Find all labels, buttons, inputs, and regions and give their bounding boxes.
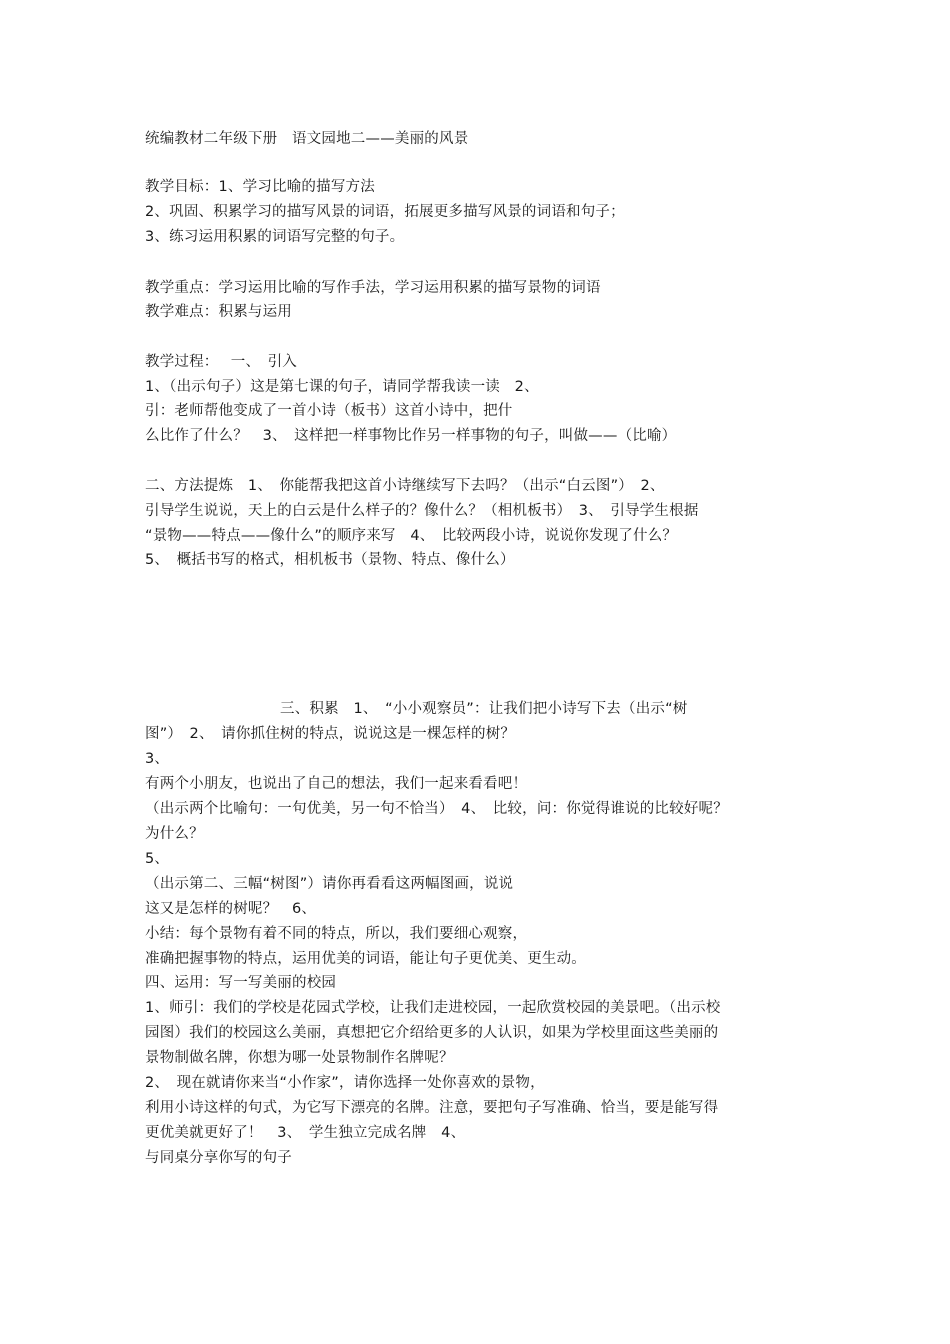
paragraph-line: 3、 <box>145 751 170 767</box>
paragraph-line: 5、 <box>145 851 170 867</box>
paragraph-line: 有两个小朋友，也说出了自己的想法，我们一起来看看吧！ <box>145 776 528 792</box>
paragraph-line: （出示两个比喻句：一句优美，另一句不恰当） 4、 比较，问：你觉得谁说的比较好呢？ <box>145 801 728 817</box>
paragraph-line: 与同桌分享你写的句子 <box>145 1150 292 1166</box>
paragraph-line: 图”） 2、 请你抓住树的特点，说说这是一棵怎样的树？ <box>145 726 516 742</box>
paragraph-line: 1、（出示句子）这是第七课的句子，请同学帮我读一读 2、 <box>145 379 539 395</box>
key-point-line: 教学重点：学习运用比喻的写作手法，学习运用积累的描写景物的词语 <box>145 280 601 296</box>
objective-line: 2、巩固、积累学习的描写风景的词语，拓展更多描写风景的词语和句子； <box>145 204 625 220</box>
paragraph-line: 1、师引：我们的学校是花园式学校，让我们走进校园，一起欣赏校园的美景吧。（出示校 <box>145 1000 721 1016</box>
section-heading-method: 二、方法提炼 1、 你能帮我把这首小诗继续写下去吗？（出示“白云图”） 2、 <box>145 478 665 494</box>
section-heading-apply: 四、运用：写一写美丽的校园 <box>145 975 337 991</box>
paragraph-line: 么比作了什么？ 3、 这样把一样事物比作另一样事物的句子，叫做——（比喻） <box>145 428 677 444</box>
paragraph-line: 为什么？ <box>145 826 204 842</box>
difficulty-line: 教学难点：积累与运用 <box>145 304 292 320</box>
paragraph-line: 小结：每个景物有着不同的特点，所以，我们要细心观察， <box>145 926 528 942</box>
paragraph-line: 更优美就更好了！ 3、 学生独立完成名牌 4、 <box>145 1125 466 1141</box>
paragraph-line: 准确把握事物的特点，运用优美的词语，能让句子更优美、更生动。 <box>145 951 586 967</box>
paragraph-line: 5、 概括书写的格式，相机板书（景物、特点、像什么） <box>145 552 515 568</box>
paragraph-line: 2、 现在就请你来当“小作家”，请你选择一处你喜欢的景物， <box>145 1075 545 1091</box>
paragraph-line: （出示第二、三幅“树图”）请你再看看这两幅图画，说说 <box>145 876 514 892</box>
paragraph-line: 这又是怎样的树呢？ 6、 <box>145 901 317 917</box>
section-heading-accumulate: 三、积累 1、 “小小观察员”：让我们把小诗写下去（出示“树 <box>280 701 688 717</box>
paragraph-line: 引导学生说说，天上的白云是什么样子的？像什么？（相机板书） 3、 引导学生根据 <box>145 503 699 519</box>
objective-line: 教学目标：1、学习比喻的描写方法 <box>145 179 375 195</box>
process-heading: 教学过程： 一、 引入 <box>145 354 298 370</box>
paragraph-line: 景物制做名牌，你想为哪一处景物制作名牌呢？ <box>145 1050 454 1066</box>
paragraph-line: 利用小诗这样的句式，为它写下漂亮的名牌。注意，要把句子写准确、恰当，要是能写得 <box>145 1100 719 1116</box>
paragraph-line: 引：老师帮他变成了一首小诗（板书）这首小诗中，把什 <box>145 403 513 419</box>
paragraph-line: “景物——特点——像什么”的顺序来写 4、 比较两段小诗，说说你发现了什么？ <box>145 528 678 544</box>
document-title: 统编教材二年级下册 语文园地二——美丽的风景 <box>145 131 469 147</box>
paragraph-line: 园图）我们的校园这么美丽，真想把它介绍给更多的人认识，如果为学校里面这些美丽的 <box>145 1025 719 1041</box>
objective-line: 3、练习运用积累的词语写完整的句子。 <box>145 229 405 245</box>
